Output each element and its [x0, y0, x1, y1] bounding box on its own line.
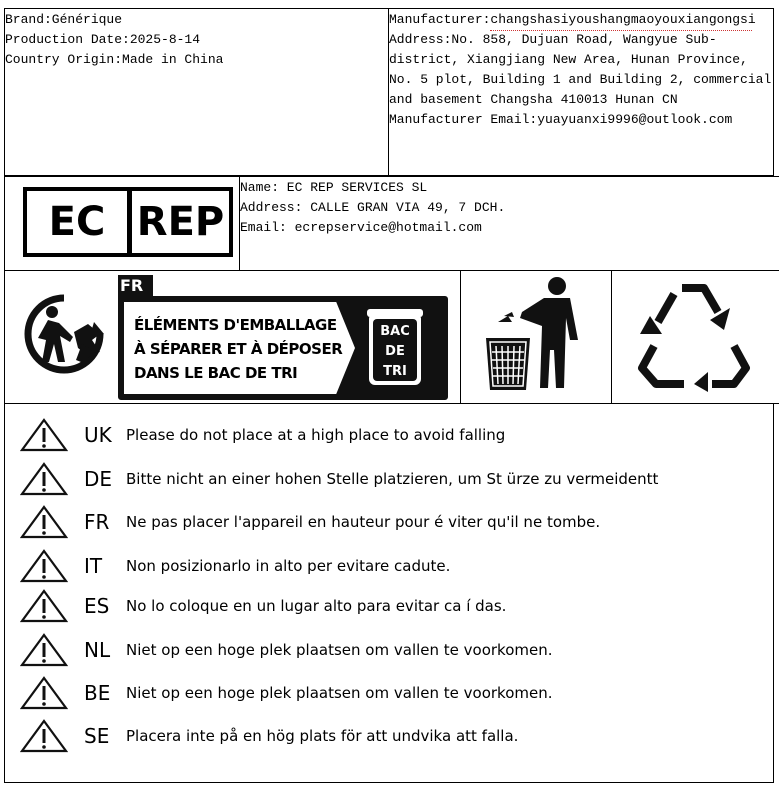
- warning-text: Niet op een hoge plek plaatsen om vallen te voorkomen.: [126, 641, 553, 659]
- warning-language-code: SE: [84, 724, 110, 748]
- manufacturer-line-6: Manufacturer Email:yuayuanxi9996@outlook.com: [389, 112, 733, 127]
- warning-text: Niet op een hoge plek plaatsen om vallen te voorkomen.: [126, 684, 553, 702]
- warning-triangle-icon: [20, 676, 68, 710]
- symbols-divider-1: [460, 270, 461, 404]
- warning-triangle-icon: [20, 589, 68, 623]
- brand-text: Brand:Générique: [5, 12, 123, 27]
- warning-text: Please do not place at a high place to avoid falling: [126, 426, 506, 444]
- warning-row: [20, 462, 658, 496]
- warning-triangle-icon: [20, 633, 68, 667]
- warning-row: [20, 418, 505, 452]
- warning-triangle-icon: [20, 549, 68, 583]
- symbols-divider-2: [611, 270, 612, 404]
- warning-triangle-icon: [20, 505, 68, 539]
- warning-text: Non posizionarlo in alto per evitare cadute.: [126, 557, 451, 575]
- triman-bin-line-3: TRI: [383, 364, 407, 379]
- warning-language-code: FR: [84, 510, 110, 534]
- warning-triangle-icon: [20, 462, 68, 496]
- triman-icon: [22, 292, 106, 376]
- ec-rep-logo: [23, 187, 233, 257]
- manufacturer-line-5: and basement Changsha 410013 Hunan CN: [389, 92, 678, 107]
- manufacturer-line-1: Manufacturer:changshasiyoushangmaoyouxiangongsi: [389, 12, 756, 27]
- warning-text: Placera inte på en hög plats för att undvika att falla.: [126, 727, 519, 745]
- warning-text: Bitte nicht an einer hohen Stelle platzieren, um St ürze zu vermeidentt: [126, 470, 659, 488]
- warning-row: [20, 589, 506, 623]
- triman-country-tag: FR: [120, 276, 144, 295]
- manufacturer-line-4: No. 5 plot, Building 1 and Building 2, commercial: [389, 72, 772, 87]
- warning-row: [20, 676, 553, 710]
- warning-language-code: ES: [84, 594, 110, 618]
- waste-bin-person-icon: [484, 276, 588, 394]
- warning-row: [20, 633, 553, 667]
- triman-bin-line-2: DE: [385, 344, 405, 359]
- warning-row: [20, 505, 600, 539]
- triman-line-2: À SÉPARER ET À DÉPOSER: [134, 340, 343, 358]
- ec-rep-email: Email: ecrepservice@hotmail.com: [240, 220, 482, 235]
- recycle-icon: [634, 280, 752, 392]
- ec-logo-text: EC: [48, 199, 106, 245]
- triman-line-1: ÉLÉMENTS D'EMBALLAGE: [134, 316, 337, 334]
- manufacturer-line-2: Address:No. 858, Dujuan Road, Wangyue Sub-: [389, 32, 717, 47]
- warning-row: [20, 549, 450, 583]
- ec-rep-name: Name: EC REP SERVICES SL: [240, 180, 428, 195]
- warning-triangle-icon: [20, 418, 68, 452]
- warning-language-code: DE: [84, 467, 113, 491]
- spellcheck-underline: [490, 27, 752, 31]
- rep-logo-text: REP: [136, 199, 225, 245]
- warning-row: [20, 719, 518, 753]
- ec-rep-address: Address: CALLE GRAN VIA 49, 7 DCH.: [240, 200, 506, 215]
- triman-bin-line-1: BAC: [380, 324, 410, 339]
- production-date-text: Production Date:2025-8-14: [5, 32, 201, 47]
- warning-language-code: NL: [84, 638, 111, 662]
- warning-text: Ne pas placer l'appareil en hauteur pour é viter qu'il ne tombe.: [126, 513, 601, 531]
- warning-language-code: IT: [84, 554, 103, 578]
- warning-language-code: UK: [84, 423, 112, 447]
- manufacturer-line-3: district, Xiangjiang New Area, Hunan Province,: [389, 52, 748, 67]
- triman-line-3: DANS LE BAC DE TRI: [134, 364, 298, 382]
- warning-language-code: BE: [84, 681, 111, 705]
- country-origin-text: Country Origin:Made in China: [5, 52, 224, 67]
- warning-text: No lo coloque en un lugar alto para evitar ca í das.: [126, 597, 507, 615]
- warning-triangle-icon: [20, 719, 68, 753]
